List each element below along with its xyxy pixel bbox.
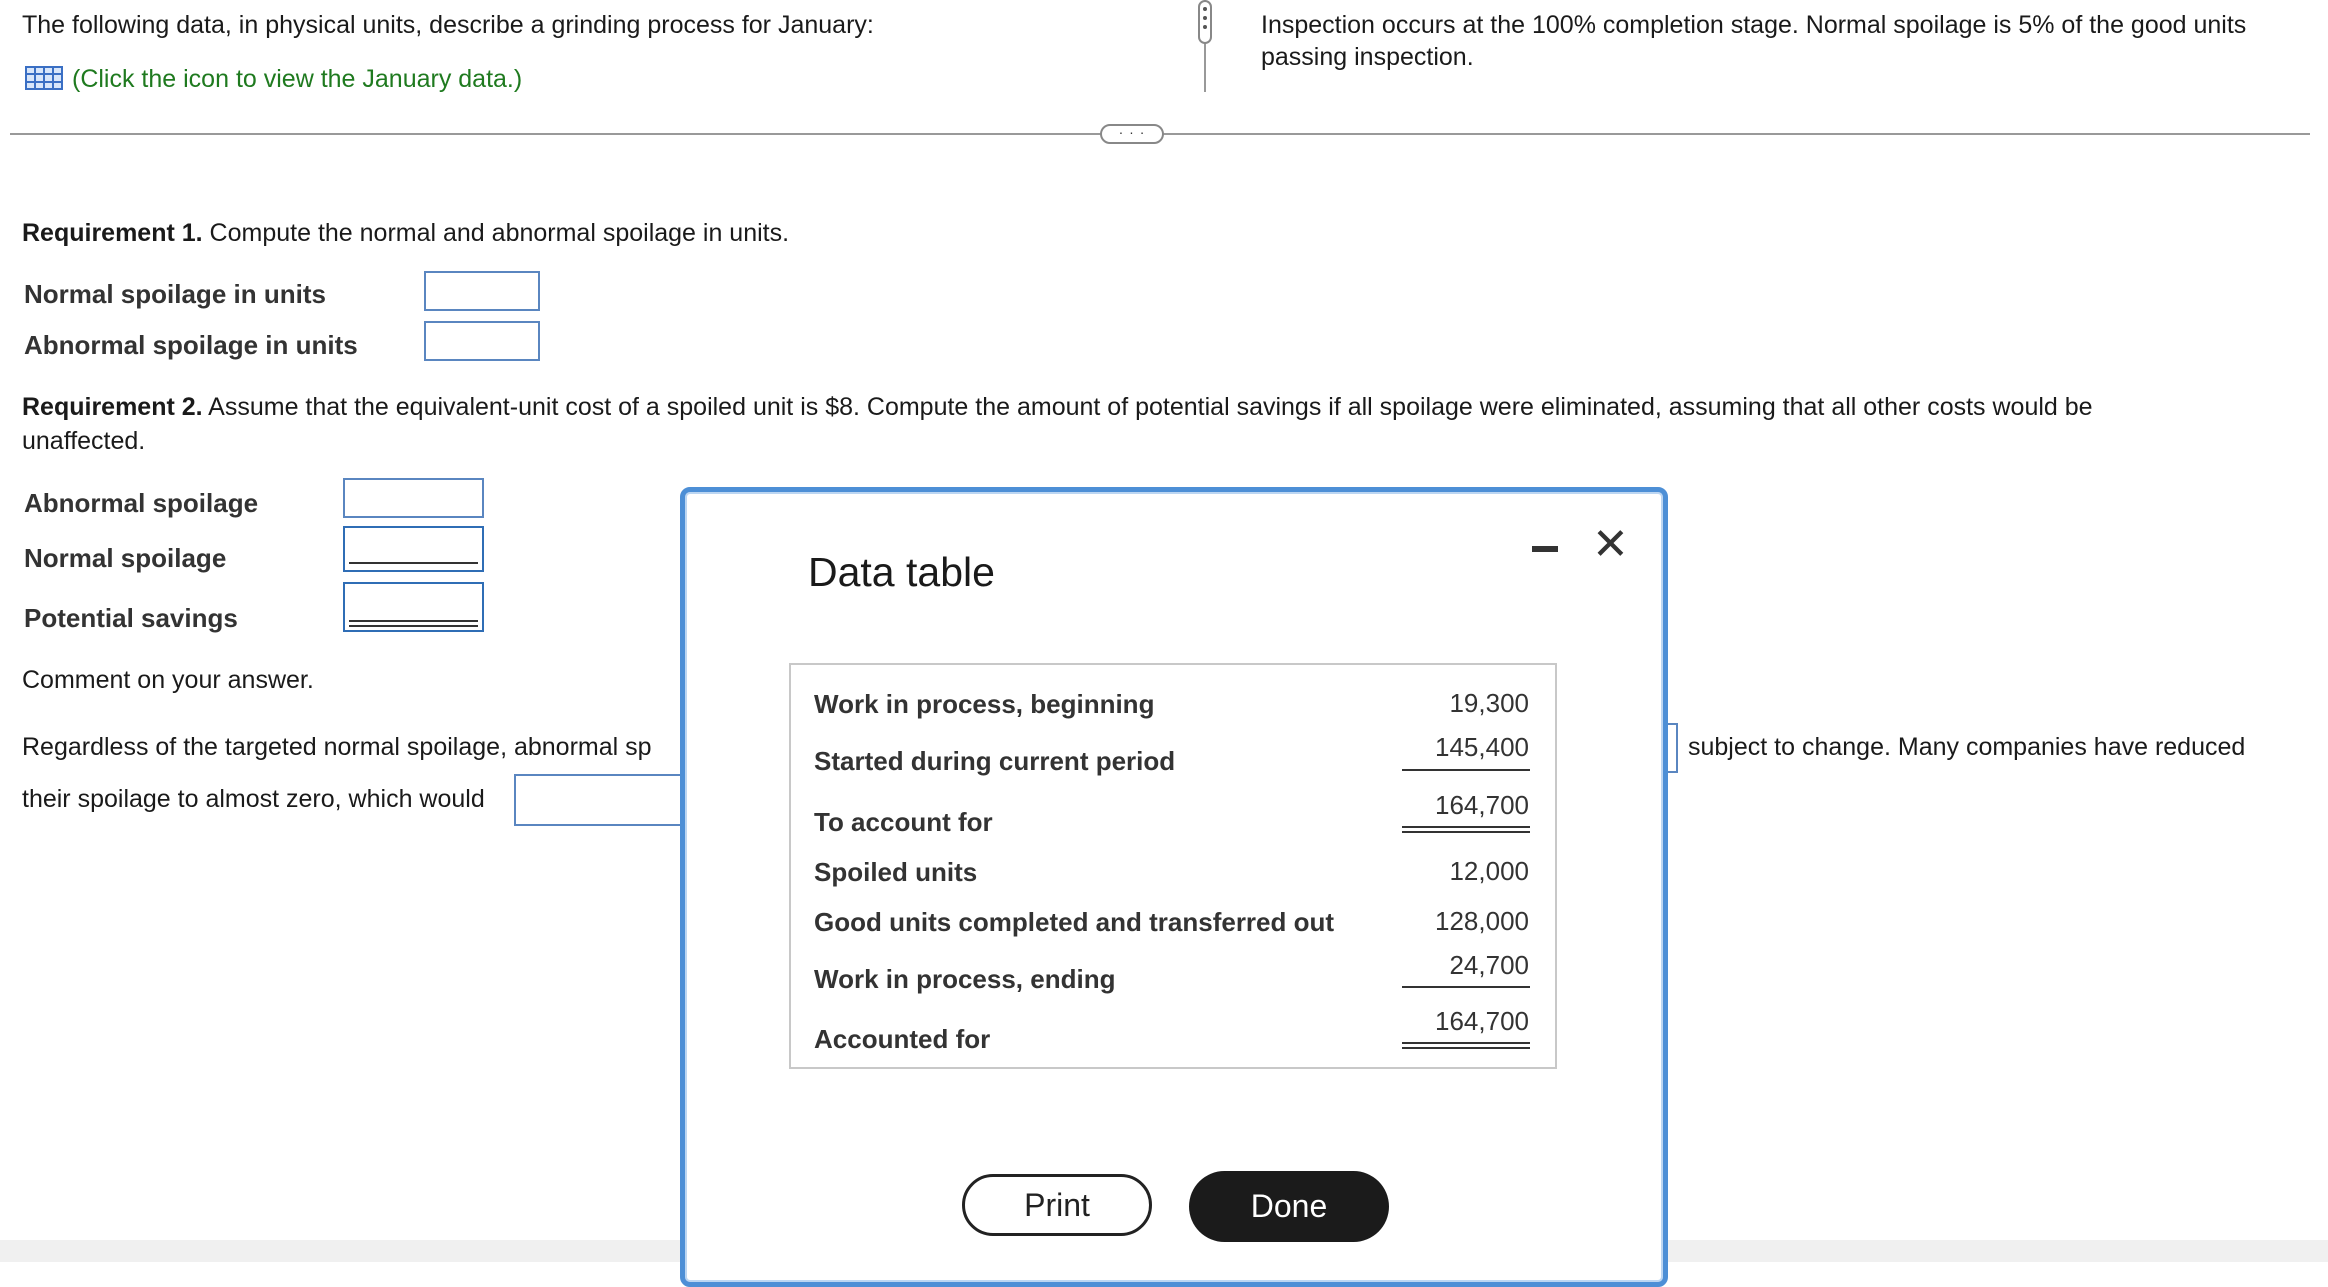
req2-text <box>22 390 2093 424</box>
row-label-good-units: Good units completed and transferred out <box>814 907 1335 937</box>
comment-label: Comment on your answer. <box>22 666 314 694</box>
row-value-to-account-for: 164,700 <box>1435 790 1529 820</box>
row-value-wip-ending: 24,700 <box>1449 950 1529 980</box>
row-label-to-account-for: To account for <box>814 807 993 837</box>
horizontal-resize-handle[interactable]: · · · <box>1100 124 1164 144</box>
req2-text-line2: unaffected. <box>22 427 146 455</box>
comment-select[interactable] <box>514 774 694 826</box>
row-value-spoiled: 12,000 <box>1449 856 1529 886</box>
comment-line2: their spoilage to almost zero, which would <box>22 785 485 813</box>
row-value-good-units: 128,000 <box>1435 906 1529 936</box>
row-label-started: Started during current period <box>814 746 1176 776</box>
normal-spoilage-units-label: Normal spoilage in units <box>24 279 326 309</box>
req2-body: Assume that the equivalent-unit cost of a spoiled unit is $8. Compute the amount of potential savings if all spoilage were eliminated, assuming that all other costs would be <box>202 393 2093 421</box>
normal-spoilage-input[interactable] <box>343 526 484 572</box>
row-value-accounted-for: 164,700 <box>1435 1006 1529 1036</box>
intro-text: The following data, in physical units, describe a grinding process for January: <box>22 11 874 39</box>
print-button[interactable]: Print <box>962 1174 1152 1236</box>
minimize-icon[interactable] <box>1532 546 1558 552</box>
row-value-wip-beginning: 19,300 <box>1449 688 1529 718</box>
row-label-accounted-for: Accounted for <box>814 1024 991 1054</box>
row-value-started: 145,400 <box>1435 732 1529 762</box>
abnormal-spoilage-units-input[interactable] <box>424 321 540 361</box>
close-icon[interactable]: ✕ <box>1592 519 1629 570</box>
req1-text <box>22 216 789 250</box>
rule-double-bottom <box>1402 831 1530 833</box>
potential-savings-input[interactable] <box>343 582 484 632</box>
abnormal-spoilage-label: Abnormal spoilage <box>24 488 259 518</box>
row-label-wip-beginning: Work in process, beginning <box>814 689 1155 719</box>
req1-body: Compute the normal and abnormal spoilage in units. <box>202 219 790 247</box>
req2-heading: Requirement 2. <box>22 393 203 421</box>
modal-title: Data table <box>808 549 995 595</box>
inspection-line1: Inspection occurs at the 100% completion stage. Normal spoilage is 5% of the good units <box>1261 11 2247 39</box>
normal-spoilage-label: Normal spoilage <box>24 543 227 573</box>
abnormal-spoilage-units-label: Abnormal spoilage in units <box>24 330 358 360</box>
rule-single <box>1402 769 1530 771</box>
rule-double-top-2 <box>1402 1042 1530 1044</box>
vertical-resize-handle[interactable] <box>1198 0 1212 44</box>
inspection-line2: passing inspection. <box>1261 43 1474 71</box>
done-button[interactable]: Done <box>1189 1171 1389 1242</box>
comment-line1-left: Regardless of the targeted normal spoilage, abnormal sp <box>22 733 652 761</box>
rule-double-bottom-2 <box>1402 1047 1530 1049</box>
rule-single-2 <box>1402 986 1530 988</box>
abnormal-spoilage-input[interactable] <box>343 478 484 518</box>
comment-line1-right: subject to change. Many companies have reduced <box>1688 733 2246 761</box>
potential-savings-label: Potential savings <box>24 603 238 633</box>
table-icon[interactable] <box>25 66 63 90</box>
normal-spoilage-units-input[interactable] <box>424 271 540 311</box>
row-label-wip-ending: Work in process, ending <box>814 964 1116 994</box>
view-data-link[interactable]: (Click the icon to view the January data.) <box>72 65 523 93</box>
rule-double-top <box>1402 826 1530 828</box>
req1-heading: Requirement 1. <box>22 219 203 247</box>
row-label-spoiled: Spoiled units <box>814 857 978 887</box>
